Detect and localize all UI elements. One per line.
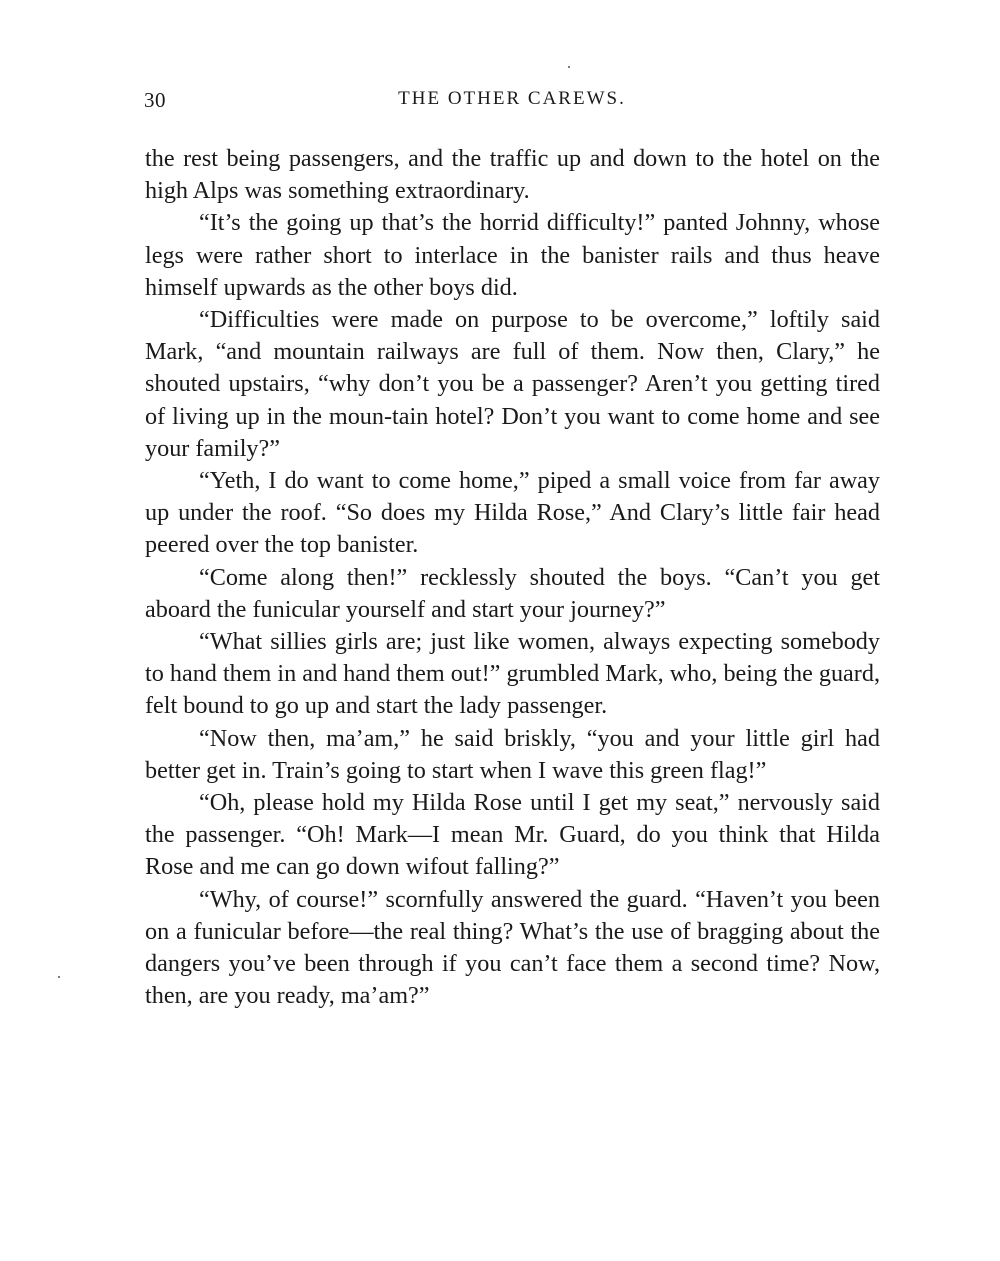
paragraph: “Why, of course!” scornfully answered the guard. “Haven’t you been on a funicular before—the real thing? What’s the use of bragging about the dangers you’ve been through if you can’t face them a second time? Now, then, are you ready, ma’am?” <box>145 885 880 1010</box>
ink-speck <box>58 976 60 978</box>
paragraph: “Yeth, I do want to come home,” piped a small voice from far away up under the roof. “So does my Hilda Rose,” And Clary’s little fair head peered over the top banister. <box>145 467 880 559</box>
paragraph: “It’s the going up that’s the horrid difficulty!” panted Johnny, whose legs were rather short to interlace in the banister rails and thus heave himself upwards as the other boys did. <box>145 209 880 301</box>
paragraph: “Now then, ma’am,” he said briskly, “you and your little girl had better get in. Train’s going to start when I wave this green flag!” <box>145 724 880 784</box>
paragraph: “Oh, please hold my Hilda Rose until I get my seat,” nervously said the passenger. “Oh! Mark—I mean Mr. Guard, do you think that Hilda Rose and me can go down wifout falling?” <box>145 789 880 881</box>
body-text <box>145 143 880 1012</box>
ink-speck <box>568 66 570 68</box>
running-title: THE OTHER CAREWS. <box>398 88 626 109</box>
running-head <box>144 88 880 118</box>
paragraph: “Difficulties were made on purpose to be overcome,” loftily said Mark, “and mountain railways are full of them. Now then, Clary,” he shouted upstairs, “why don’t you be a passenger? Aren’t you getting tired of living up in the moun-tain hotel? Don’t you want to come home and see your family?” <box>145 306 880 462</box>
paragraph: the rest being passengers, and the traffic up and down to the hotel on the high Alps was something extraordinary. <box>145 145 880 205</box>
paragraph: “What sillies girls are; just like women, always expecting somebody to hand them in and hand them out!” grumbled Mark, who, being the guard, felt bound to go up and start the lady passenger. <box>145 628 880 720</box>
page-number: 30 <box>144 88 166 112</box>
paragraph: “Come along then!” recklessly shouted the boys. “Can’t you get aboard the funicular yourself and start your journey?” <box>145 563 880 623</box>
